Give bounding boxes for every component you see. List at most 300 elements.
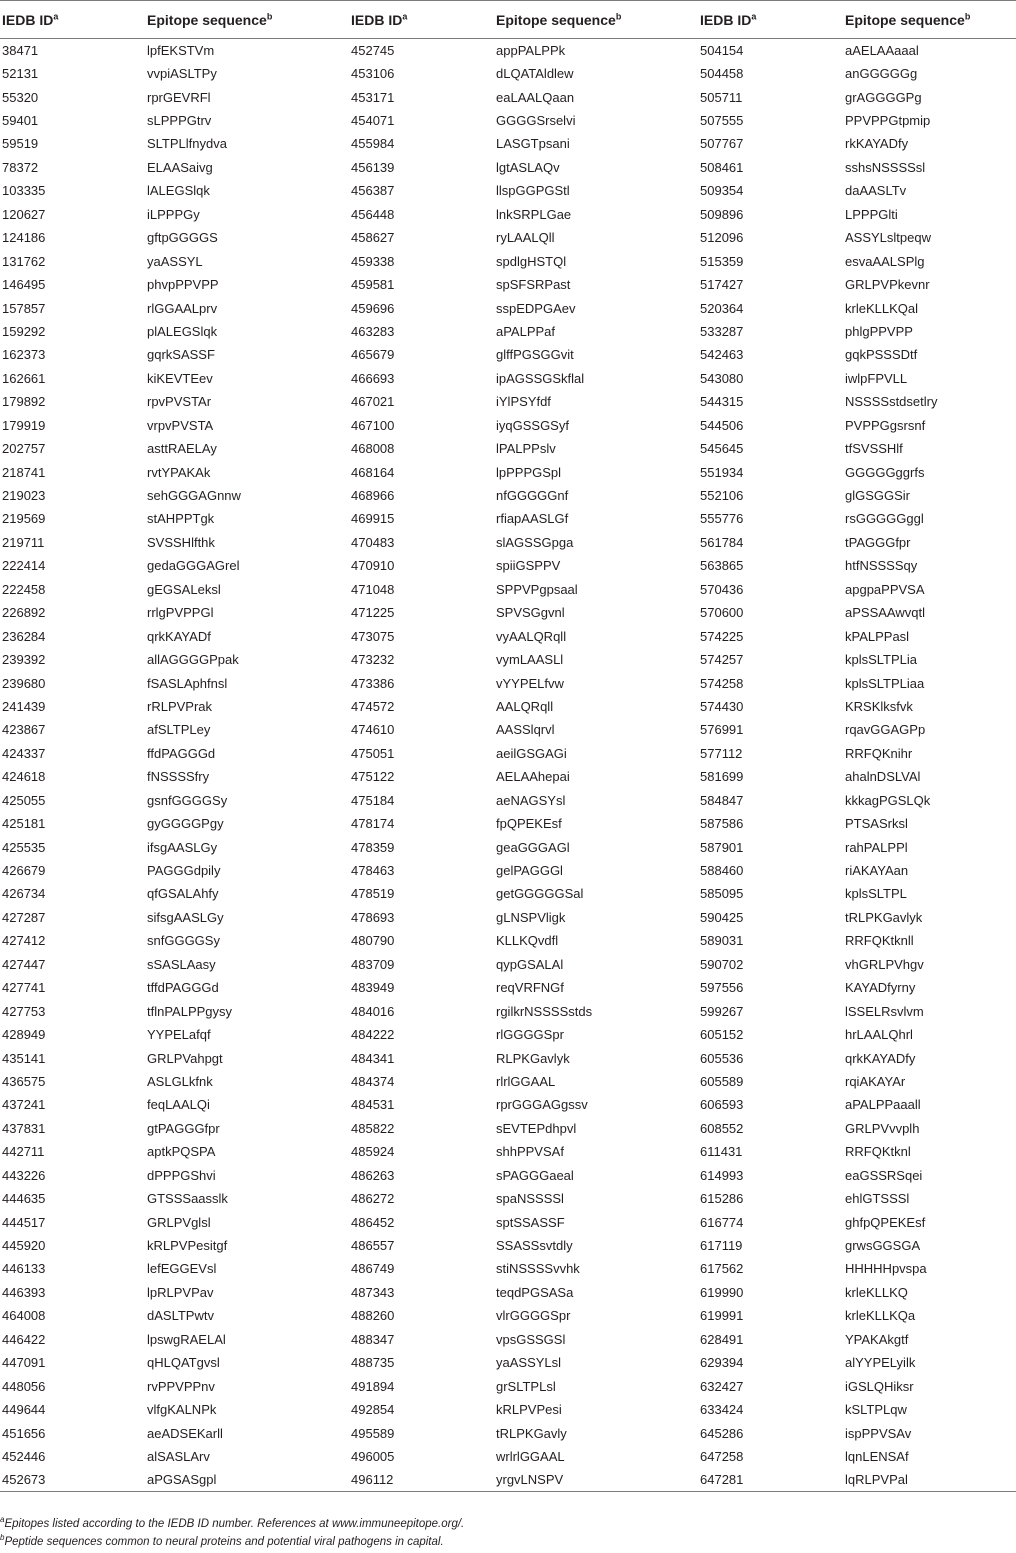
table-row [0,343,1016,366]
epitope-sequence-cell: rlGGAALprv [147,300,218,316]
iedb-id-cell: 495589 [351,1425,395,1441]
epitope-sequence-cell: grwsGGSGA [845,1238,921,1254]
iedb-id-cell: 605589 [700,1073,744,1089]
epitope-sequence-cell: aeNAGSYsl [496,792,566,808]
iedb-id-cell: 574430 [700,698,744,714]
iedb-id-cell: 443226 [2,1167,46,1183]
iedb-id-cell: 487343 [351,1284,395,1300]
table-row [0,1023,1016,1046]
iedb-id-cell: 551934 [700,464,744,480]
epitope-sequence-cell: sehGGGAGnnw [147,488,241,504]
iedb-id-cell: 488260 [351,1308,395,1324]
table-row [0,624,1016,647]
epitope-sequence-cell: esvaAALSPlg [845,253,925,269]
epitope-sequence-cell: RRFQKtknl [845,1144,911,1160]
table-row [0,1374,1016,1397]
iedb-id-cell: 614993 [700,1167,744,1183]
iedb-id-cell: 467021 [351,394,395,410]
iedb-id-cell: 484341 [351,1050,395,1066]
epitope-sequence-cell: gedaGGGAGrel [147,558,240,574]
epitope-sequence-cell: ahalnDSLVAl [845,769,921,785]
iedb-id-cell: 423867 [2,722,46,738]
iedb-id-cell: 507555 [700,113,744,129]
table-row [0,1398,1016,1421]
iedb-id-cell: 446133 [2,1261,46,1277]
iedb-id-cell: 222458 [2,581,46,597]
iedb-id-cell: 576991 [700,722,744,738]
iedb-id-cell: 543080 [700,370,744,386]
iedb-id-cell: 633424 [700,1402,744,1418]
iedb-id-cell: 484016 [351,1003,395,1019]
epitope-sequence-cell: gqrkSASSF [147,347,215,363]
iedb-id-cell: 428949 [2,1027,46,1043]
iedb-id-cell: 78372 [2,159,39,175]
epitope-sequence-cell: YYPELafqf [147,1027,211,1043]
epitope-sequence-cell: tflnPALPPgysy [147,1003,233,1019]
table-row [0,1445,1016,1468]
iedb-id-cell: 471225 [351,605,395,621]
epitope-sequence-cell: gelPAGGGl [496,863,563,879]
iedb-id-cell: 608552 [700,1120,744,1136]
epitope-sequence-cell: tffdPAGGGd [147,980,219,996]
epitope-sequence-cell: grAGGGGPg [845,89,922,105]
iedb-id-cell: 520364 [700,300,744,316]
iedb-id-cell: 512096 [700,230,744,246]
epitope-sequence-cell: qfGSALAhfy [147,886,219,902]
epitope-sequence-cell: ASLGLkfnk [147,1073,213,1089]
iedb-id-cell: 455984 [351,136,395,152]
epitope-sequence-cell: spSFSRPast [496,277,571,293]
epitope-sequence-cell: kPALPPasl [845,628,910,644]
iedb-id-cell: 533287 [700,323,744,339]
table-row [0,1117,1016,1140]
epitope-sequence-cell: vhGRLPVhgv [845,956,924,972]
epitope-sequence-cell: spiiGSPPV [496,558,561,574]
table-row [0,85,1016,108]
epitope-sequence-cell: SPPVPgpsaal [496,581,578,597]
epitope-sequence-cell: RLPKGavlyk [496,1050,570,1066]
epitope-sequence-cell: sptSSASSF [496,1214,565,1230]
iedb-id-cell: 444517 [2,1214,46,1230]
iedb-id-cell: 456448 [351,206,395,222]
table-row [0,718,1016,741]
epitope-sequence-cell: phvpPPVPP [147,277,219,293]
epitope-sequence-cell: rprGGGAGgssv [496,1097,588,1113]
iedb-id-cell: 486749 [351,1261,395,1277]
table-row [0,437,1016,460]
footnotes [0,1515,1016,1551]
footnote-b: $^b$Peptide sequences common to neural proteins and potential viral pathogens in capital. [0,1533,444,1548]
iedb-id-cell: 615286 [700,1191,744,1207]
iedb-id-cell: 465679 [351,347,395,363]
epitope-sequence-cell: sSASLAasy [147,956,216,972]
epitope-sequence-cell: PAGGGdpily [147,863,221,879]
epitope-sequence-cell: ehlGTSSSl [845,1191,910,1207]
iedb-id-cell: 470910 [351,558,395,574]
table-row [0,671,1016,694]
epitope-sequence-cell: lpfEKSTVm [147,42,215,58]
iedb-id-cell: 59401 [2,113,39,129]
iedb-id-cell: 219711 [2,534,45,550]
epitope-sequence-cell: ASSYLsltpeqw [845,230,931,246]
iedb-id-cell: 239392 [2,652,46,668]
table-row [0,1257,1016,1280]
iedb-id-cell: 629394 [700,1355,744,1371]
table-row [0,62,1016,85]
iedb-id-cell: 478693 [351,909,395,925]
iedb-id-cell: 425181 [2,816,46,832]
epitope-sequence-cell: AELAAhepai [496,769,570,785]
iedb-id-cell: 162661 [2,370,46,386]
epitope-sequence-cell: ifsgAASLGy [147,839,218,855]
epitope-sequence-cell: vyAALQRqll [496,628,567,644]
epitope-sequence-cell: slAGSSGpga [496,534,574,550]
epitope-sequence-cell: HHHHHpvspa [845,1261,927,1277]
iedb-id-cell: 587901 [700,839,744,855]
epitope-sequence-cell: fSASLAphfnsl [147,675,228,691]
iedb-id-cell: 485924 [351,1144,395,1160]
epitope-sequence-cell: rrlgPVPPGl [147,605,214,621]
epitope-sequence-cell: lSSELRsvlvm [845,1003,924,1019]
epitope-sequence-cell: rkKAYADfy [845,136,909,152]
epitope-sequence-cell: eaGSSRSqei [845,1167,923,1183]
epitope-sequence-cell: lqnLENSAf [845,1448,909,1464]
epitope-sequence-cell: LASGTpsani [496,136,570,152]
table-row [0,296,1016,319]
epitope-sequence-cell: reqVRFNGf [496,980,564,996]
epitope-sequence-cell: tRLPKGavly [496,1425,567,1441]
table-row [0,999,1016,1022]
iedb-id-cell: 504458 [700,66,744,82]
iedb-id-cell: 459696 [351,300,395,316]
table-row [0,1468,1016,1491]
iedb-id-cell: 590425 [700,909,744,925]
iedb-id-cell: 427741 [2,980,46,996]
epitope-sequence-cell: asttRAELAy [147,441,217,457]
epitope-sequence-cell: rgilkrNSSSSstds [496,1003,593,1019]
epitope-sequence-cell: kRLPVPesi [496,1402,562,1418]
epitope-sequence-cell: yaASSYL [147,253,203,269]
epitope-sequence-cell: tfSVSSHlf [845,441,903,457]
epitope-sequence-cell: rvtYPAKAk [147,464,211,480]
epitope-sequence-cell: PPVPPGtpmip [845,113,931,129]
iedb-id-cell: 590702 [700,956,744,972]
iedb-id-cell: 466693 [351,370,395,386]
table-row [0,484,1016,507]
epitope-sequence-cell: SPVSGgvnl [496,605,565,621]
iedb-id-cell: 447091 [2,1355,46,1371]
table-row [0,1070,1016,1093]
table-row [0,460,1016,483]
epitope-sequence-cell: kiKEVTEev [147,370,213,386]
iedb-id-cell: 452446 [2,1448,46,1464]
iedb-id-cell: 574225 [700,628,744,644]
iedb-id-cell: 471048 [351,581,395,597]
iedb-id-cell: 496005 [351,1448,395,1464]
table-row [0,1210,1016,1233]
epitope-sequence-cell: gqkPSSSDtf [845,347,918,363]
table-row [0,156,1016,179]
epitope-sequence-cell: nfGGGGGnf [496,488,569,504]
epitope-sequence-cell: NSSSSstdsetlry [845,394,938,410]
epitope-sequence-cell: iwlpFPVLL [845,370,908,386]
iedb-id-cell: 454071 [351,113,395,129]
iedb-id-cell: 589031 [700,933,744,949]
table-row [0,531,1016,554]
epitope-sequence-cell: AASSlqrvl [496,722,555,738]
epitope-sequence-cell: iGSLQHiksr [845,1378,914,1394]
iedb-id-cell: 463283 [351,323,395,339]
iedb-id-cell: 492854 [351,1402,395,1418]
epitope-sequence-cell: kplsSLTPLia [845,652,918,668]
epitope-sequence-cell: geaGGGAGl [496,839,570,855]
iedb-id-cell: 456139 [351,159,395,175]
epitope-sequence-cell: PTSASrksl [845,816,908,832]
iedb-id-cell: 162373 [2,347,46,363]
iedb-id-cell: 484374 [351,1073,395,1089]
epitope-sequence-cell: gftpGGGGS [147,230,218,246]
iedb-id-cell: 124186 [2,230,46,246]
epitope-sequence-cell: fpQPEKEsf [496,816,562,832]
iedb-id-cell: 475184 [351,792,395,808]
epitope-sequence-cell: SSASSsvtdly [496,1238,573,1254]
iedb-id-cell: 424618 [2,769,46,785]
epitope-sequence-cell: aPGSASgpl [145,1468,349,1491]
epitope-sequence-cell: yrgvLNSPV [494,1468,698,1491]
epitope-sequence-cell: rahPALPPl [845,839,908,855]
header-epitope-sequence: Epitope sequence$^b$ [843,1,1016,39]
epitope-sequence-cell: sspEDPGAev [496,300,576,316]
table-row [0,929,1016,952]
epitope-sequence-cell: qrkKAYADfy [845,1050,916,1066]
epitope-sequence-cell: rqavGGAGPp [845,722,926,738]
table-row [0,765,1016,788]
iedb-id-cell: 483949 [351,980,395,996]
epitope-sequence-cell: appPALPPk [496,42,566,58]
iedb-id-cell: 437241 [2,1097,46,1113]
epitope-sequence-cell: lPALPPslv [496,441,556,457]
epitope-sequence-cell: rpvPVSTAr [147,394,212,410]
epitope-sequence-cell: RRFQKtknll [845,933,914,949]
epitope-sequence-cell: yaASSYLsl [496,1355,562,1371]
epitope-sequence-cell: aeADSEKarll [147,1425,223,1441]
table-row [0,273,1016,296]
epitope-sequence-cell: YPAKAkgtf [845,1331,909,1347]
epitope-sequence-cell: vvpiASLTPy [147,66,217,82]
iedb-id-cell: 448056 [2,1378,46,1394]
epitope-sequence-cell: KRSKlksfvk [845,698,913,714]
iedb-id-cell: 218741 [2,464,46,480]
table-body [0,39,1016,1492]
iedb-id-cell: 103335 [2,183,46,199]
epitope-sequence-cell: anGGGGGg [845,66,918,82]
iedb-id-cell: 451656 [2,1425,46,1441]
epitope-sequence-cell: GTSSSaasslk [147,1191,228,1207]
iedb-id-cell: 467100 [351,417,395,433]
iedb-id-cell: 470483 [351,534,395,550]
epitope-sequence-cell: dPPPGShvi [147,1167,216,1183]
epitope-sequence-cell: feqLAALQi [147,1097,210,1113]
epitope-sequence-cell: lALEGSlqk [147,183,210,199]
epitope-sequence-cell: stiNSSSSvvhk [496,1261,580,1277]
iedb-id-cell: 202757 [2,441,46,457]
epitope-sequence-cell: vYYPELfvw [496,675,564,691]
iedb-id-cell: 484222 [351,1027,395,1043]
iedb-id-cell: 507767 [700,136,744,152]
iedb-id-cell: 442711 [2,1144,45,1160]
iedb-id-cell: 617119 [700,1238,743,1254]
iedb-id-cell: 473075 [351,628,395,644]
epitope-sequence-cell: stAHPPTgk [147,511,215,527]
iedb-id-cell: 570600 [700,605,744,621]
iedb-id-cell: 468008 [351,441,395,457]
table-row [0,109,1016,132]
iedb-id-cell: 474572 [351,698,395,714]
epitope-sequence-cell: qrkKAYADf [147,628,211,644]
table-row [0,1234,1016,1257]
epitope-sequence-cell: getGGGGGSal [496,886,584,902]
epitope-sequence-cell: gyGGGGPgy [147,816,224,832]
iedb-id-cell: 491894 [351,1378,395,1394]
epitope-sequence-cell: aPALPPaf [496,323,556,339]
epitope-sequence-cell: gsnfGGGGSy [147,792,228,808]
iedb-id-cell: 464008 [2,1308,46,1324]
epitope-sequence-cell: eaLAALQaan [496,89,575,105]
epitope-sequence-cell: phlgPPVPP [845,323,913,339]
epitope-sequence-cell: RRFQKnihr [845,745,913,761]
epitope-sequence-cell: afSLTPLey [147,722,211,738]
epitope-sequence-cell: tPAGGGfpr [845,534,911,550]
epitope-sequence-cell: ffdPAGGGd [147,745,216,761]
epitope-sequence-cell: plALEGSlqk [147,323,218,339]
iedb-id-cell: 452673 [0,1468,145,1491]
iedb-id-cell: 474610 [351,722,395,738]
iedb-id-cell: 605152 [700,1027,744,1043]
iedb-id-cell: 219023 [2,488,46,504]
iedb-id-cell: 426679 [2,863,46,879]
iedb-id-cell: 157857 [2,300,46,316]
iedb-id-cell: 427447 [2,956,46,972]
iedb-id-cell: 425535 [2,839,46,855]
epitope-sequence-cell: glffPGSGGvit [496,347,574,363]
epitope-sequence-cell: ghfpQPEKEsf [845,1214,926,1230]
table-row [0,1351,1016,1374]
iedb-id-cell: 599267 [700,1003,744,1019]
iedb-id-cell: 577112 [700,745,743,761]
iedb-id-cell: 453106 [351,66,395,82]
iedb-id-cell: 236284 [2,628,46,644]
epitope-sequence-cell: krleKLLKQal [845,300,918,316]
epitope-sequence-cell: SVSSHlfthk [147,534,215,550]
table-row [0,976,1016,999]
iedb-id-cell: 616774 [700,1214,744,1230]
iedb-id-cell: 647281 [698,1468,843,1491]
epitope-sequence-cell: lpswgRAELAl [147,1331,226,1347]
epitope-sequence-cell: PVPPGgsrsnf [845,417,926,433]
epitope-sequence-cell: lgtASLAQv [496,159,560,175]
epitope-sequence-cell: lqRLPVPal [843,1468,1016,1491]
iedb-id-cell: 120627 [2,206,46,222]
table-row [0,859,1016,882]
iedb-id-cell: 426734 [2,886,46,902]
iedb-id-cell: 468164 [351,464,395,480]
epitope-sequence-cell: apgpaPPVSA [845,581,925,597]
iedb-id-cell: 588460 [700,863,744,879]
iedb-id-cell: 427412 [2,933,46,949]
header-iedb-id: IEDB $ID^a$ [349,1,494,39]
epitope-sequence-cell: krleKLLKQ [845,1284,908,1300]
epitope-sequence-cell: allAGGGGPpak [147,652,239,668]
table-row [0,367,1016,390]
epitope-sequence-cell: glGSGGSir [845,488,911,504]
iedb-id-cell: 445920 [2,1238,46,1254]
epitope-sequence-cell: kplsSLTPLiaa [845,675,925,691]
table-row [0,578,1016,601]
iedb-id-cell: 645286 [700,1425,744,1441]
epitope-sequence-cell: gLNSPVligk [496,909,566,925]
iedb-id-cell: 486263 [351,1167,395,1183]
iedb-id-cell: 453171 [351,89,395,105]
iedb-id-cell: 179919 [2,417,46,433]
epitope-sequence-cell: GRLPVahpgt [147,1050,223,1066]
iedb-id-cell: 437831 [2,1120,46,1136]
iedb-id-cell: 515359 [700,253,744,269]
epitope-sequence-cell: rvPPVPPnv [147,1378,215,1394]
iedb-id-cell: 563865 [700,558,744,574]
epitope-sequence-cell: rlGGGGSpr [496,1027,564,1043]
table-row [0,1140,1016,1163]
iedb-id-cell: 611431 [700,1144,743,1160]
iedb-id-cell: 159292 [2,323,46,339]
epitope-sequence-cell: aeilGSGAGi [496,745,567,761]
epitope-sequence-cell: htfNSSSSqy [845,558,918,574]
iedb-id-cell: 496112 [349,1468,494,1491]
table-row [0,1046,1016,1069]
iedb-id-cell: 544506 [700,417,744,433]
table-row [0,1421,1016,1444]
epitope-sequence-cell: gtPAGGGfpr [147,1120,220,1136]
iedb-id-cell: 475051 [351,745,395,761]
epitope-sequence-cell: fNSSSSfry [147,769,210,785]
epitope-sequence-cell: spaNSSSSl [496,1191,564,1207]
table-header [0,1,1016,39]
table-row [0,1187,1016,1210]
epitope-sequence-cell: aptkPQSPA [147,1144,216,1160]
table-row [0,320,1016,343]
epitope-sequence-cell: kSLTPLqw [845,1402,907,1418]
iedb-id-cell: 508461 [700,159,744,175]
header-iedb-id: IEDB $ID^a$ [0,1,145,39]
iedb-id-cell: 555776 [700,511,744,527]
epitope-sequence-cell: teqdPGSASa [496,1284,574,1300]
iedb-id-cell: 619991 [700,1308,744,1324]
iedb-id-cell: 444635 [2,1191,46,1207]
iedb-id-cell: 552106 [700,488,744,504]
iedb-id-cell: 131762 [2,253,46,269]
iedb-id-cell: 478463 [351,863,395,879]
epitope-sequence-cell: aAELAAaaal [845,42,919,58]
epitope-sequence-cell: riAKAYAan [845,863,909,879]
epitope-sequence-cell: vymLAASLl [496,652,564,668]
epitope-sequence-cell: ELAASaivg [147,159,213,175]
epitope-sequence-cell: wrlrlGGAAL [496,1448,565,1464]
header-iedb-id: IEDB $ID^a$ [698,1,843,39]
epitope-sequence-cell: ryLAALQll [496,230,555,246]
epitope-sequence-cell: grSLTPLsl [496,1378,556,1394]
iedb-id-cell: 480790 [351,933,395,949]
epitope-sequence-cell: LPPPGlti [845,206,898,222]
iedb-id-cell: 475122 [351,769,395,785]
